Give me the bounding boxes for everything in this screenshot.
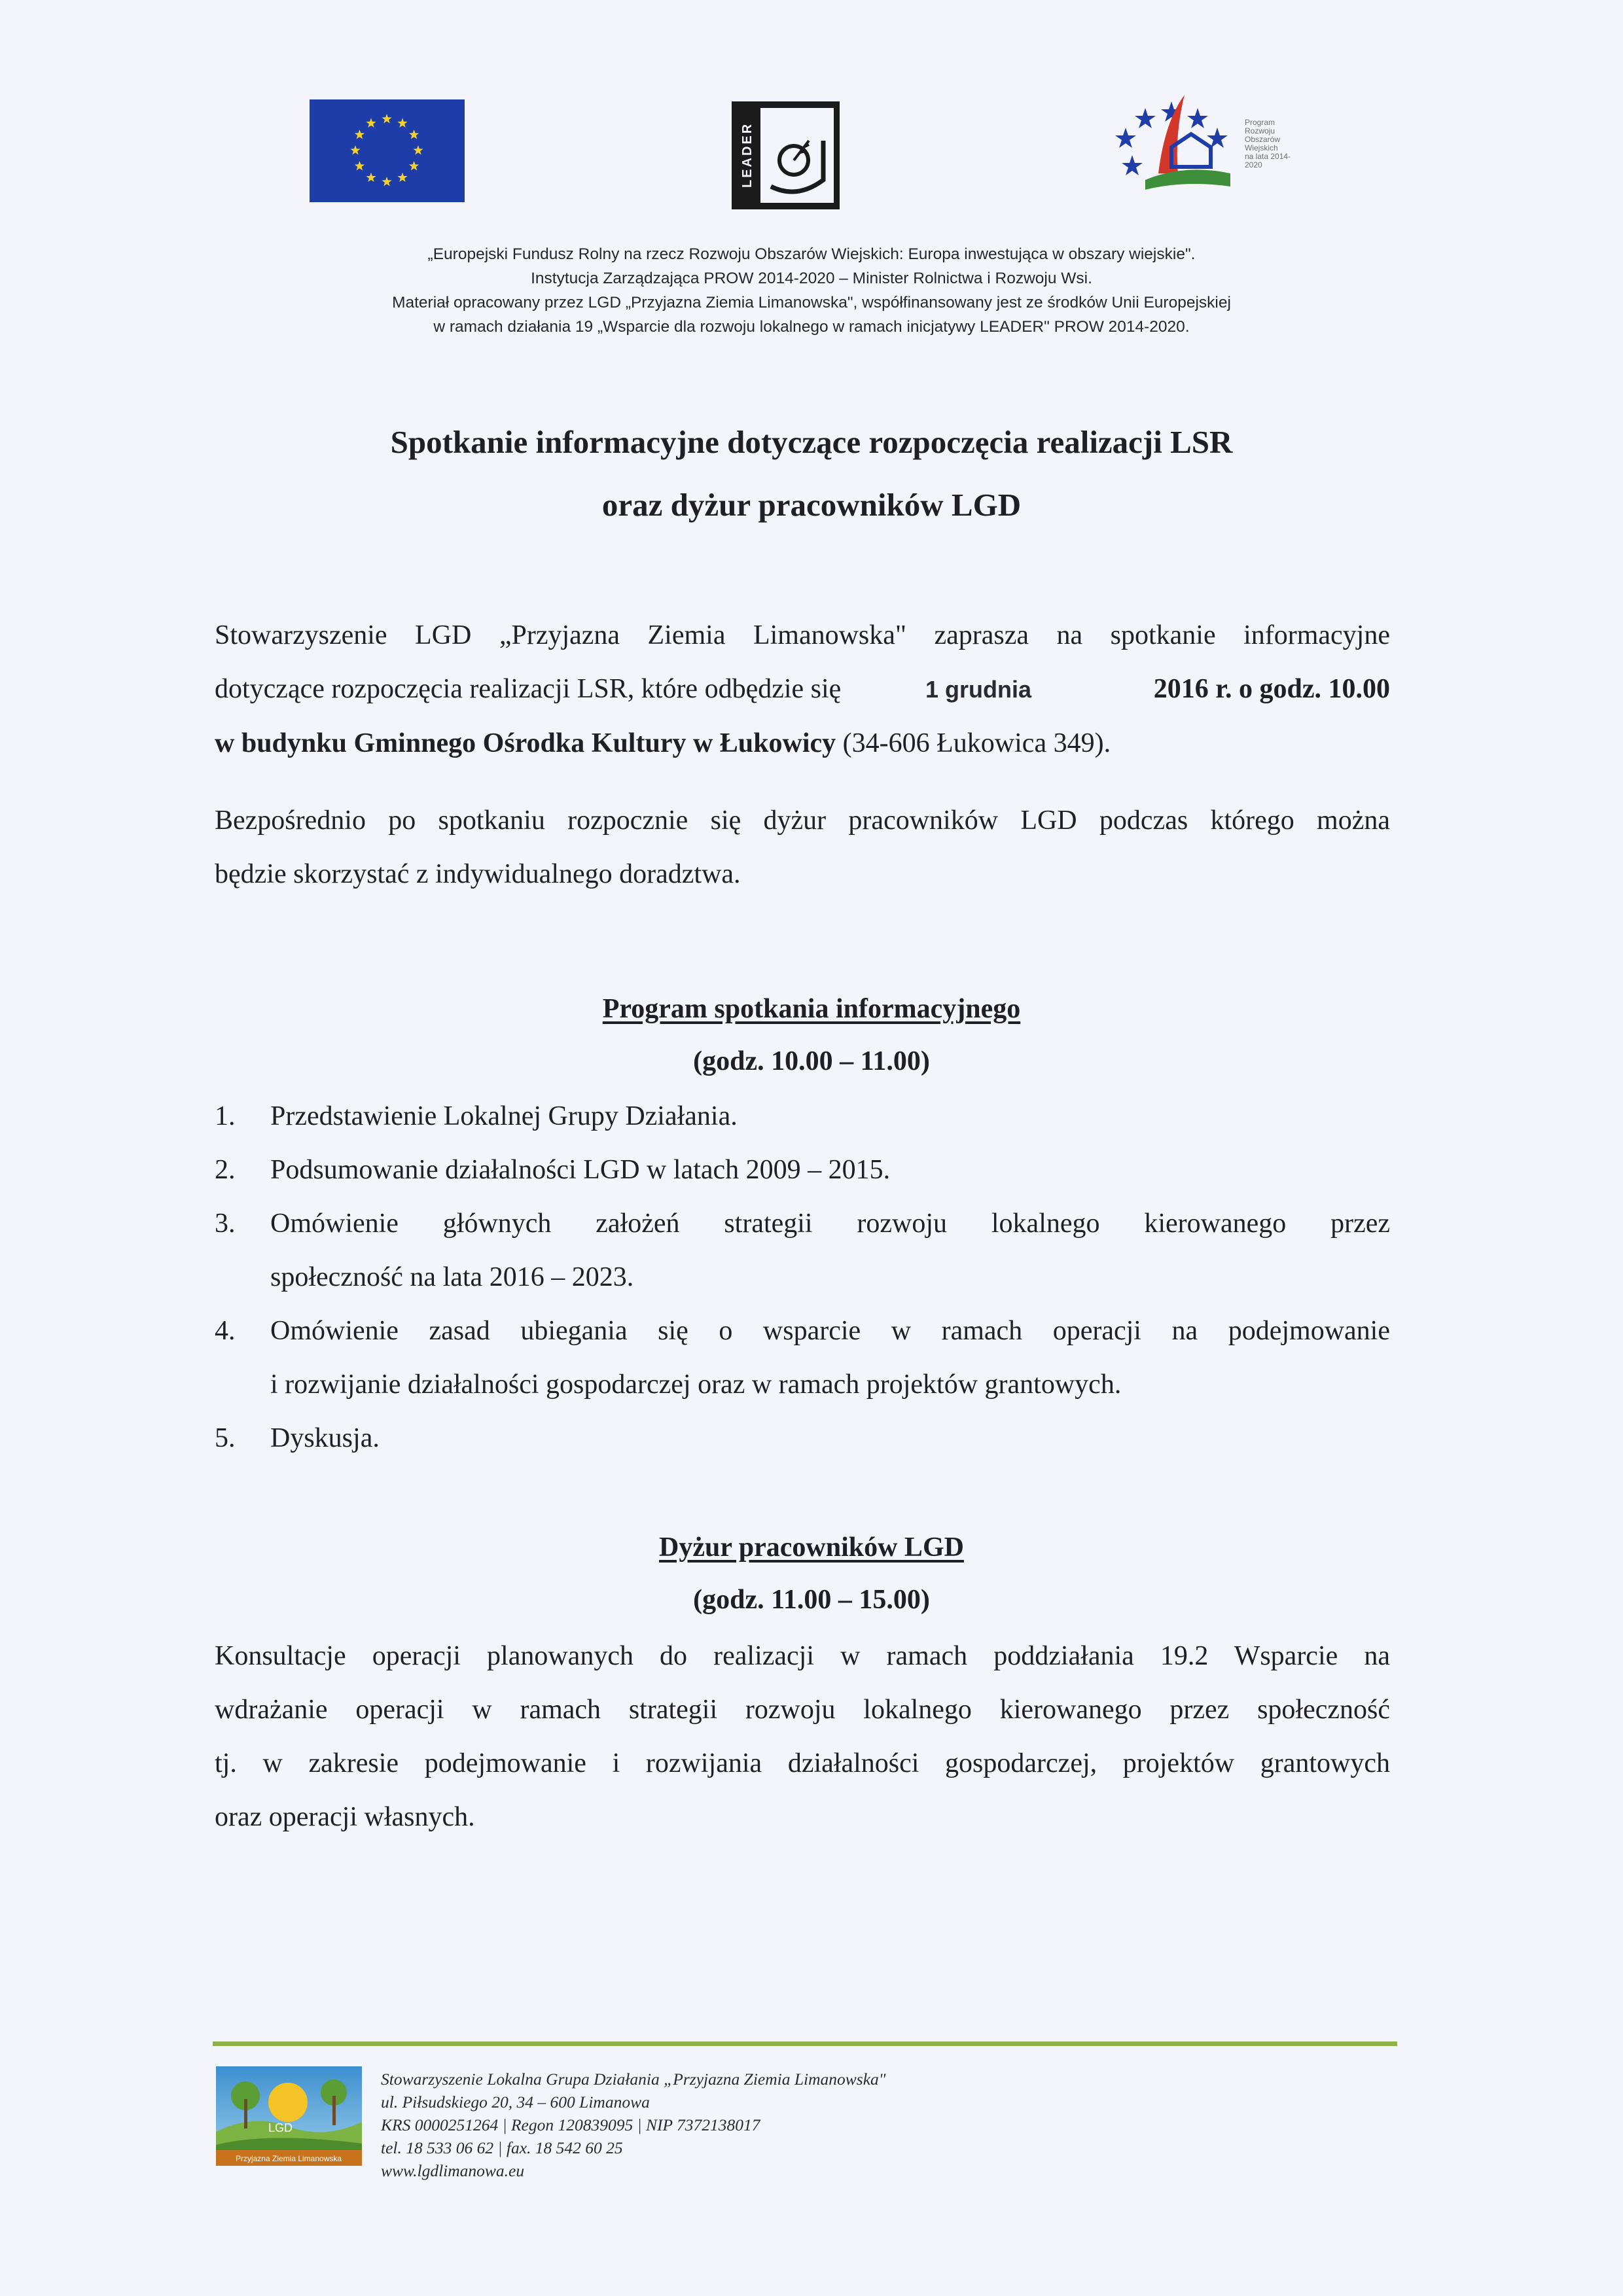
list-item — [215, 1143, 1390, 1197]
duty-line: wdrażanie operacji w ramach strategii rozwoju lokalnego kierowanego przez społeczność — [215, 1695, 1390, 1725]
venue-address: (34-606 Łukowica 349). — [836, 728, 1111, 758]
intro-line — [215, 662, 1390, 716]
funding-info-line: w ramach działania 19 „Wsparcie dla rozwoju lokalnego w ramach inicjatywy LEADER" PROW 2014-2020. — [433, 318, 1190, 336]
date-fill: 1 grudnia — [925, 676, 1032, 703]
program-heading-title: Program spotkania informacyjnego — [602, 994, 1021, 1024]
eu-star — [382, 177, 391, 186]
duty-hours: (godz. 11.00 – 15.00) — [693, 1585, 930, 1615]
list-item-number: 4. — [215, 1316, 236, 1346]
leader-logo-text: LEADER — [740, 122, 755, 188]
lgd-logo-icon — [216, 2066, 362, 2166]
eu-star — [366, 173, 376, 182]
list-item-text: Omówienie zasad ubiegania się o wsparcie w ramach operacji na podejmowanie — [270, 1316, 1390, 1346]
funding-info-line: „Europejski Fundusz Rolny na rzecz Rozwoju Obszarów Wiejskich: Europa inwestująca w obszary wiejskie". — [427, 245, 1196, 263]
intro-paragraph — [215, 609, 1390, 770]
eu-star — [355, 161, 365, 171]
funding-info-line: Materiał opracowany przez LGD „Przyjazna Ziemia Limanowska", współfinansowany jest ze środków Unii Europejskiej — [392, 294, 1231, 311]
consult-paragraph — [215, 794, 1390, 901]
footer-line: Stowarzyszenie Lokalna Grupa Działania „Przyjazna Ziemia Limanowska" — [381, 2070, 886, 2089]
page-title — [157, 411, 1466, 537]
program-hours: (godz. 10.00 – 11.00) — [693, 1046, 930, 1076]
duty-paragraph — [215, 1629, 1390, 1844]
eu-star — [382, 114, 391, 124]
duty-line: Konsultacje operacji planowanych do realizacji w ramach poddziałania 19.2 Wsparcie na — [215, 1641, 1390, 1671]
list-item — [215, 1411, 1390, 1465]
list-item-text: Omówienie głównych założeń strategii rozwoju lokalnego kierowanego przez — [270, 1209, 1390, 1239]
duty-heading-title: Dyżur pracowników LGD — [659, 1532, 964, 1563]
list-item-text: i rozwijanie działalności gospodarczej oraz w ramach projektów grantowych. — [270, 1369, 1122, 1400]
list-item-number: 1. — [215, 1101, 236, 1131]
list-item-text: Przedstawienie Lokalnej Grupy Działania. — [270, 1101, 738, 1131]
prow-logo-text: Program Rozwoju Obszarów Wiejskich na lata 2014-2020 — [1245, 118, 1291, 169]
intro-time: 2016 r. o godz. 10.00 — [1153, 674, 1390, 704]
consult-line: Bezpośrednio po spotkaniu rozpocznie się dyżur pracowników LGD podczas którego można — [215, 805, 1390, 836]
footer-divider — [213, 2041, 1397, 2046]
eu-flag-icon — [310, 99, 465, 202]
eu-star — [413, 145, 423, 155]
intro-line: Stowarzyszenie LGD „Przyjazna Ziemia Limanowska" zaprasza na spotkanie informacyjne — [215, 620, 1390, 650]
eu-star — [409, 161, 419, 171]
eu-star — [355, 130, 365, 139]
list-item-text: Dyskusja. — [270, 1423, 380, 1453]
eu-star — [350, 145, 360, 155]
lgd-logo-caption: Przyjazna Ziemia Limanowska — [235, 2154, 342, 2163]
duty-line: tj. w zakresie podejmowanie i rozwijania działalności gospodarczej, projektów grantowych — [215, 1748, 1390, 1778]
eu-star — [397, 173, 407, 182]
footer-contact — [381, 2068, 1166, 2182]
footer-line: www.lgdlimanowa.eu — [381, 2161, 525, 2180]
list-item-number: 2. — [215, 1155, 236, 1185]
prow-logo-icon — [1106, 82, 1296, 193]
footer-line: tel. 18 533 06 62 | fax. 18 542 60 25 — [381, 2138, 623, 2157]
list-item — [215, 1089, 1390, 1143]
venue: w budynku Gminnego Ośrodka Kultury w Łukowicy — [215, 728, 836, 758]
eu-star — [366, 118, 376, 128]
eu-star — [409, 130, 419, 139]
list-item — [215, 1304, 1390, 1411]
program-heading — [196, 983, 1427, 1087]
list-item — [215, 1197, 1390, 1304]
eu-star — [397, 118, 407, 128]
intro-line — [215, 716, 1390, 770]
list-item-number: 5. — [215, 1423, 236, 1453]
list-item-number: 3. — [215, 1209, 236, 1239]
list-item-text: społeczność na lata 2016 – 2023. — [270, 1262, 634, 1292]
duty-line: oraz operacji własnych. — [215, 1802, 475, 1832]
consult-line: będzie skorzystać z indywidualnego doradztwa. — [215, 859, 741, 889]
eu-stars-icon — [310, 99, 465, 202]
funding-info — [196, 242, 1427, 339]
lgd-logo-badge: LGD — [268, 2121, 293, 2134]
footer-line: KRS 0000251264 | Regon 120839095 | NIP 7372138017 — [381, 2115, 760, 2134]
page-title-line: Spotkanie informacyjne dotyczące rozpoczęcia realizacji LSR — [390, 424, 1233, 460]
funding-info-line: Instytucja Zarządzająca PROW 2014-2020 – Minister Rolnictwa i Rozwoju Wsi. — [531, 270, 1092, 287]
page-title-line: oraz dyżur pracowników LGD — [601, 487, 1022, 523]
agenda-list — [215, 1089, 1390, 1465]
intro-line-text: dotyczące rozpoczęcia realizacji LSR, które odbędzie się — [215, 674, 842, 704]
duty-heading — [196, 1521, 1427, 1626]
leader-logo-icon — [732, 101, 840, 209]
footer-line: ul. Piłsudskiego 20, 34 – 600 Limanowa — [381, 2093, 650, 2111]
list-item-text: Podsumowanie działalności LGD w latach 2009 – 2015. — [270, 1155, 891, 1185]
